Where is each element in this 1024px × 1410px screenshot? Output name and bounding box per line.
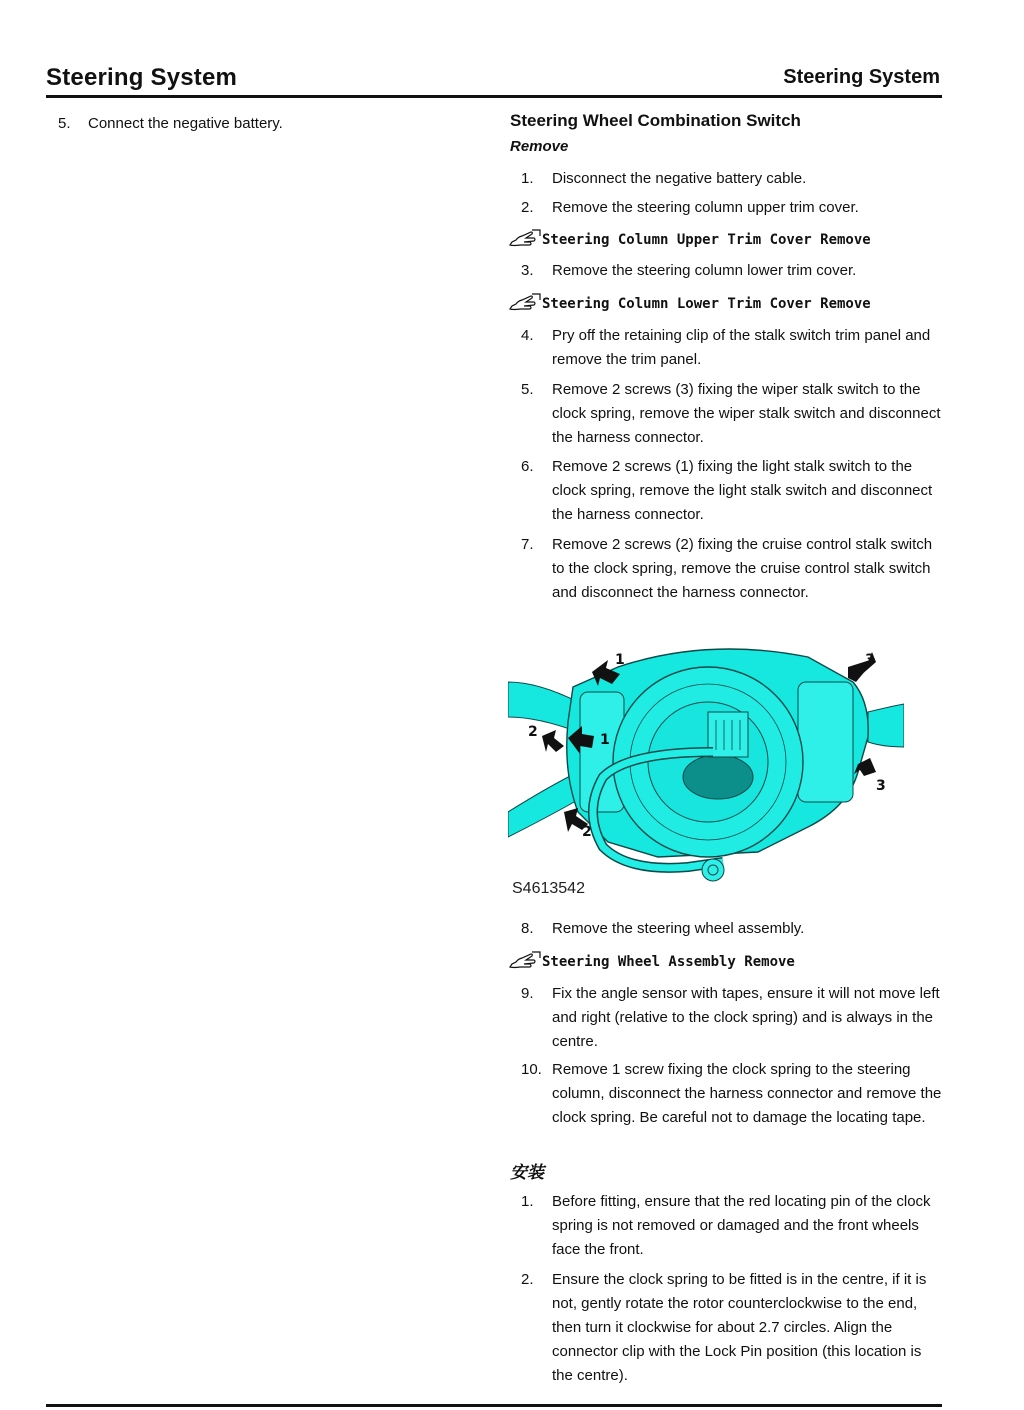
step-3: 3. Remove the steering column lower trim cover. <box>521 262 857 279</box>
right-stalk <box>868 704 904 747</box>
section-title: Steering Wheel Combination Switch <box>510 111 801 130</box>
screw-boss <box>702 859 724 881</box>
ref-link-upper-trim[interactable]: Steering Column Upper Trim Cover Remove <box>508 228 871 248</box>
callout-3-top: 3 <box>865 652 875 668</box>
pointing-hand-icon <box>508 292 542 312</box>
step-8: 8. Remove the steering wheel assembly. <box>521 920 805 937</box>
rotor-hub <box>683 755 753 799</box>
figure-code: S4613542 <box>512 880 585 897</box>
step-6: 6. Remove 2 screws (1) fixing the light stalk switch to the clock spring, remove the light stalk switch and disconnect the harness connector. <box>521 458 933 523</box>
step-10: 10. Remove 1 screw fixing the clock spring to the steering column, disconnect the harness connector and remove the clock spring. Be careful not to damage the locating tape. <box>521 1061 942 1126</box>
install-step-2: 2. Ensure the clock spring to be fitted is in the centre, if it is not, gently rotate the rotor counterclockwise to the end, then turn it clockwise for about 2.7 circles. Align the connector clip with the Lock Pin position (this location is the centre). <box>521 1271 927 1384</box>
right-switch-module <box>798 682 853 802</box>
install-step-1: 1. Before fitting, ensure that the red locating pin of the clock spring is not removed or damaged and the front wheels face the front. <box>521 1193 931 1258</box>
step-2: 2. Remove the steering column upper trim cover. <box>521 199 859 216</box>
callout-2-bottom: 2 <box>582 824 592 840</box>
callout-1-top: 1 <box>615 652 625 668</box>
footer-rule <box>46 1404 942 1407</box>
pointing-hand-icon <box>508 228 542 248</box>
step-7: 7. Remove 2 screws (2) fixing the cruise control stalk switch to the clock spring, remove the cruise control stalk switch and disconnect the harness connector. <box>521 536 933 601</box>
ref-link-wheel-assembly[interactable]: Steering Wheel Assembly Remove <box>508 950 795 970</box>
step-5: 5. Remove 2 screws (3) fixing the wiper stalk switch to the clock spring, remove the wiper stalk switch and disconnect the harness connector. <box>521 381 941 446</box>
left-step-5: 5. Connect the negative battery. <box>58 115 283 132</box>
header-rule <box>46 95 942 98</box>
remove-heading: Remove <box>510 138 569 155</box>
pointing-hand-icon <box>508 950 542 970</box>
page-header-right-title: Steering System <box>783 66 940 88</box>
step-9: 9. Fix the angle sensor with tapes, ensure it will not move left and right (relative to the clock spring) and is always in the centre. <box>521 985 940 1050</box>
callout-arrow-2-mid <box>542 730 564 752</box>
combination-switch-diagram <box>508 612 904 902</box>
step-4: 4. Pry off the retaining clip of the stalk switch trim panel and remove the trim panel. <box>521 327 931 368</box>
callout-1-mid: 1 <box>600 732 610 748</box>
callout-2-mid: 2 <box>528 724 538 740</box>
callout-3-bottom: 3 <box>876 778 886 794</box>
step-1: 1. Disconnect the negative battery cable. <box>521 170 807 187</box>
page-header-left-title: Steering System <box>46 64 238 91</box>
harness-connector <box>708 712 748 757</box>
install-heading: 安装 <box>510 1163 544 1182</box>
ref-link-lower-trim[interactable]: Steering Column Lower Trim Cover Remove <box>508 292 871 312</box>
